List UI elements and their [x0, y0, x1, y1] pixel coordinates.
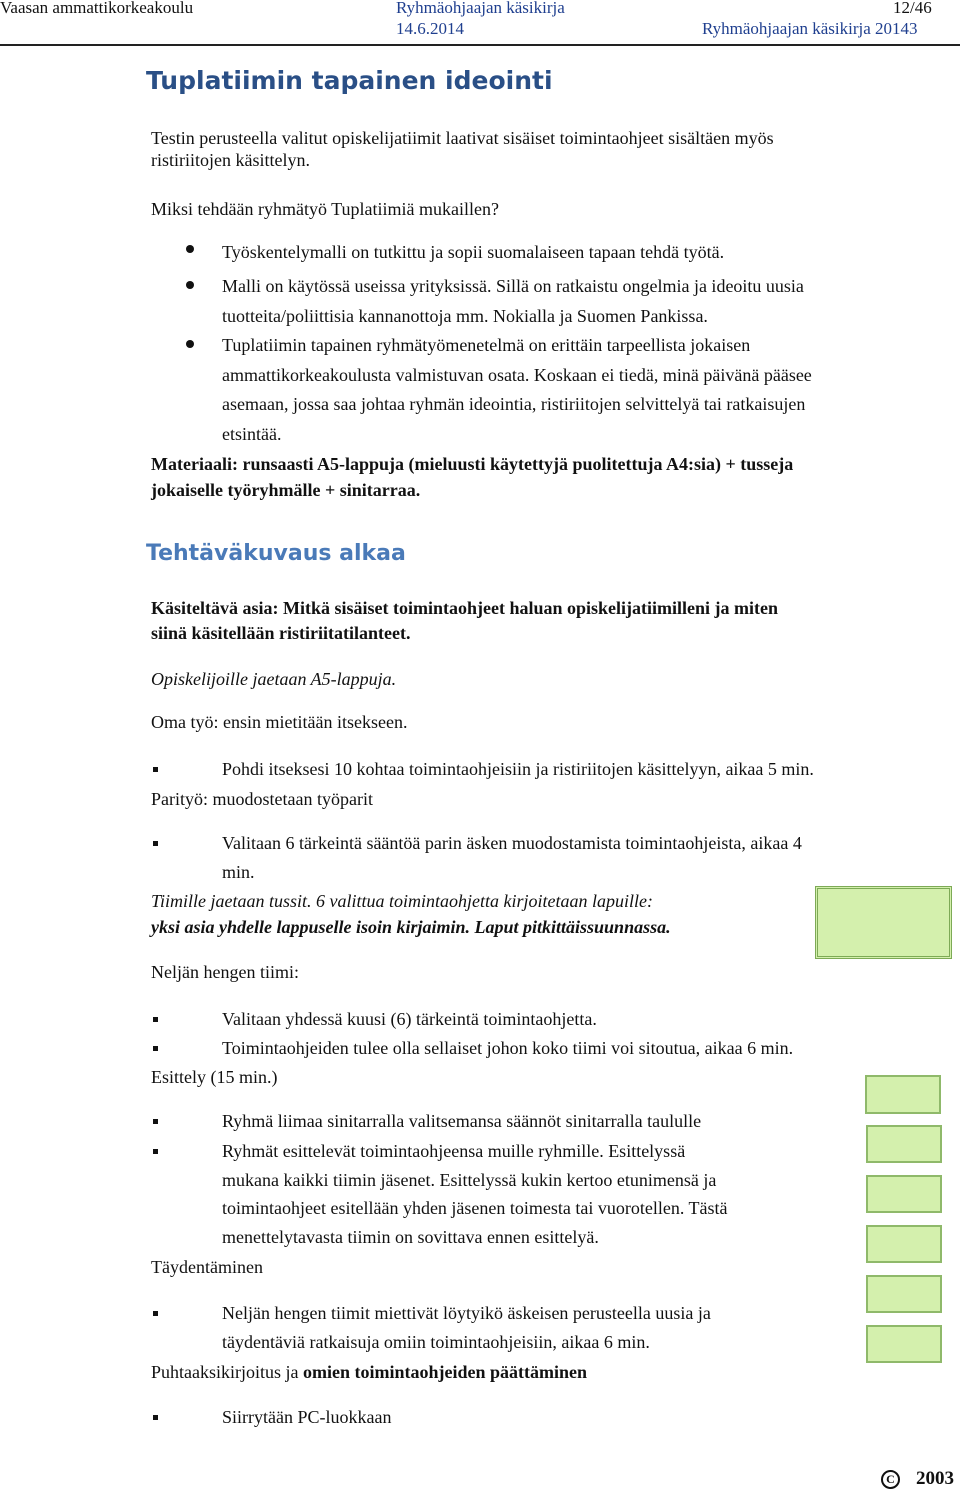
bullet-text: Tuplatiimin tapainen ryhmätyömenetelmä on erittäin tarpeellista jokaisen — [222, 335, 751, 355]
bullet-text: Neljän hengen tiimit miettivät löytyikö äskeisen perusteella uusia ja — [222, 1303, 711, 1323]
bullet-text: Ryhmä liimaa sinitarralla valitsemansa säännöt sinitarralla taululle — [222, 1111, 702, 1131]
header-rule — [0, 44, 960, 46]
own-work-text: Oma työ: ensin mietitään itsekseen. — [151, 712, 408, 732]
bullet-text: Pohdi itseksesi 10 kohtaa toimintaohjeisiin ja ristiriitojen käsittelyyn, aikaa 5 min. — [222, 759, 814, 779]
intro-text-line: ristiriitojen käsittelyn. — [151, 150, 310, 170]
sticky-note — [866, 1125, 942, 1163]
clean-copy-text: Puhtaaksikirjoitus ja omien toimintaohjeiden päättäminen — [151, 1362, 588, 1382]
pair-work-text: Parityö: muodostetaan työparit — [151, 789, 373, 809]
bullet-text: mukana kaikki tiimin jäsenet. Esittelyssä kukin kertoo etunimensä ja — [222, 1170, 717, 1190]
bullet-text: min. — [222, 862, 255, 882]
bullet-icon — [153, 841, 158, 846]
topic-text: siinä käsitellään ristiriitatilanteet. — [151, 623, 411, 643]
bullet-text: toimintaohjeet esitellään yhden jäsenen toimesta tai vuorotellen. Tästä — [222, 1198, 728, 1218]
bullet-text: ammattikorkeakoulusta valmistuvan osata. Koskaan ei tiedä, minä päivänä pääsee — [222, 365, 812, 385]
bullet-icon — [186, 281, 194, 289]
bullet-icon — [153, 1046, 158, 1051]
bullet-text: Valitaan yhdessä kuusi (6) tärkeintä toimintaohjetta. — [222, 1009, 597, 1029]
bullet-text: Valitaan 6 tärkeintä sääntöä parin äsken muodostamista toimintaohjeista, aikaa 4 — [222, 833, 802, 853]
bullet-icon — [186, 245, 194, 253]
presentation-text: Esittely (15 min.) — [151, 1067, 278, 1087]
bullet-text: Siirrytään PC-luokkaan — [222, 1407, 392, 1427]
material-text: jokaiselle työryhmälle + sinitarraa. — [151, 480, 421, 500]
team-markers-text: Tiimille jaetaan tussit. 6 valittua toimintaohjetta kirjoitetaan lapuille: — [151, 891, 653, 911]
bullet-text: täydentäviä ratkaisuja omiin toimintaohjeisiin, aikaa 6 min. — [222, 1332, 650, 1352]
header-doc-title-year: Ryhmäohjaajan käsikirja 20143 — [702, 19, 918, 38]
section-heading-ideation: Tuplatiimin tapainen ideointi — [146, 66, 553, 95]
bullet-text: etsintää. — [222, 424, 282, 444]
bullet-icon — [186, 340, 194, 348]
header-doc-title: Ryhmäohjaajan käsikirja — [396, 0, 565, 17]
sticky-note — [865, 1075, 941, 1114]
bullet-text: asemaan, jossa saa johtaa ryhmän ideointia, ristiriitojen selvittelyä tai ratkaisujen — [222, 394, 806, 414]
bullet-text: tuotteita/poliittisia kannanottoja mm. Nokialla ja Suomen Pankissa. — [222, 306, 708, 326]
bullet-icon — [153, 1415, 158, 1420]
question-text: Miksi tehdään ryhmätyö Tuplatiimiä mukaillen? — [151, 199, 499, 219]
sticky-note — [866, 1275, 942, 1313]
material-text: Materiaali: runsaasti A5-lappuja (mieluusti käytettyjä puolitettuja A4:sia) + tusseja — [151, 454, 794, 474]
bullet-text: Työskentelymalli on tutkittu ja sopii suomalaiseen tapaan tehdä työtä. — [222, 242, 725, 262]
bullet-icon — [153, 767, 158, 772]
bullet-icon — [153, 1149, 158, 1154]
bullet-text: menettelytavasta tiimin on sovittava ennen esittelyä. — [222, 1227, 599, 1247]
sticky-note — [866, 1325, 942, 1363]
topic-text: Käsiteltävä asia: Mitkä sisäiset toimintaohjeet haluan opiskelijatiimilleni ja miten — [151, 598, 778, 618]
clean-copy-bold: omien toimintaohjeiden päättäminen — [303, 1362, 588, 1382]
team-markers-instruction: yksi asia yhdelle lappuselle isoin kirjaimin. Laput pitkittäissuunnassa. — [151, 917, 671, 937]
four-team-text: Neljän hengen tiimi: — [151, 962, 299, 982]
header-date: 14.6.2014 — [396, 19, 464, 38]
bullet-icon — [153, 1017, 158, 1022]
sticky-note — [866, 1175, 942, 1213]
bullet-text: Toimintaohjeiden tulee olla sellaiset johon koko tiimi voi sitoutua, aikaa 6 min. — [222, 1038, 794, 1058]
copyright-icon: C — [881, 1470, 900, 1489]
section-heading-task: Tehtäväkuvaus alkaa — [146, 541, 406, 566]
copyright-year: 2003 — [916, 1468, 954, 1489]
header-page-number: 12/46 — [893, 0, 932, 17]
intro-text-line: Testin perusteella valitut opiskelijatiimit laativat sisäiset toimintaohjeet sisältäen myös — [151, 128, 774, 148]
bullet-text: Malli on käytössä useissa yrityksissä. Sillä on ratkaistu ongelmia ja ideoitu uusia — [222, 276, 804, 296]
handout-text: Opiskelijoille jaetaan A5-lappuja. — [151, 669, 397, 689]
sticky-note-large — [815, 886, 952, 959]
supplement-text: Täydentäminen — [151, 1257, 263, 1277]
copyright — [881, 1468, 954, 1490]
sticky-note — [866, 1225, 942, 1263]
bullet-text: Ryhmät esittelevät toimintaohjeensa muille ryhmille. Esittelyssä — [222, 1141, 686, 1161]
bullet-icon — [153, 1311, 158, 1316]
header-institution: Vaasan ammattikorkeakoulu — [0, 0, 194, 17]
bullet-icon — [153, 1119, 158, 1124]
